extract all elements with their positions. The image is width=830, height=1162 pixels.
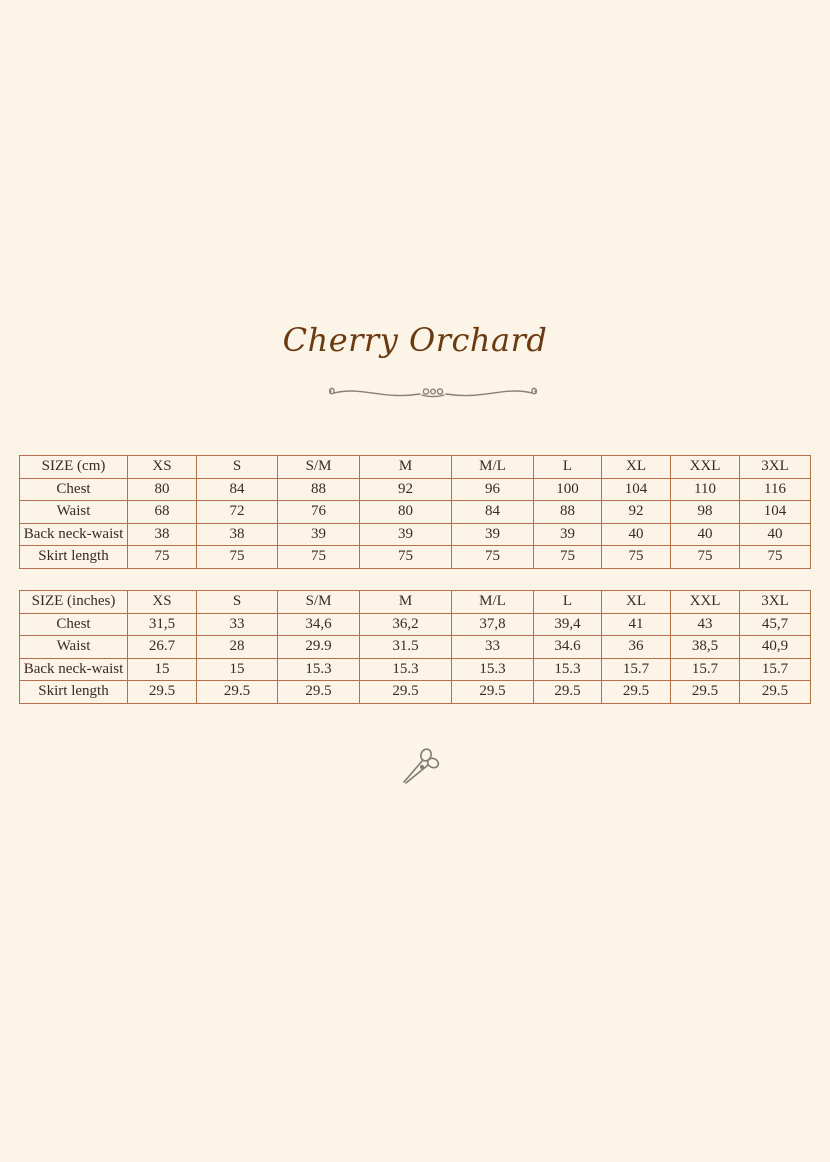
table-row: [20, 636, 811, 659]
table-cell: XS: [128, 456, 197, 479]
table-cell: 38: [197, 523, 278, 546]
table-row: [20, 613, 811, 636]
table-cell: 15.7: [602, 658, 671, 681]
table-cell: 29.9: [278, 636, 360, 659]
table-cell: 96: [452, 478, 534, 501]
table-cell: 100: [534, 478, 602, 501]
size-table-inches-body: [20, 591, 811, 704]
table-cell: S: [197, 456, 278, 479]
table-cell: 31,5: [128, 613, 197, 636]
table-cell: 88: [278, 478, 360, 501]
row-label-cell: Chest: [20, 478, 128, 501]
table-cell: 15.7: [671, 658, 740, 681]
scissors-icon: [400, 746, 442, 786]
table-cell: XXL: [671, 456, 740, 479]
size-table-inches: [19, 590, 811, 704]
table-cell: 40: [740, 523, 811, 546]
table-row: [20, 681, 811, 704]
row-label-cell: Chest: [20, 613, 128, 636]
table-cell: 28: [197, 636, 278, 659]
table-cell: 92: [602, 501, 671, 524]
table-row: [20, 523, 811, 546]
row-label-cell: Waist: [20, 501, 128, 524]
table-cell: 29.5: [671, 681, 740, 704]
table-row: [20, 478, 811, 501]
row-label-cell: Skirt length: [20, 546, 128, 569]
table-cell: 29.5: [602, 681, 671, 704]
row-label-cell: Skirt length: [20, 681, 128, 704]
table-row: [20, 546, 811, 569]
table-cell: 15.7: [740, 658, 811, 681]
table-cell: 15.3: [452, 658, 534, 681]
table-cell: 39,4: [534, 613, 602, 636]
table-cell: 29.5: [534, 681, 602, 704]
table-cell: 75: [360, 546, 452, 569]
table-cell: 80: [128, 478, 197, 501]
table-cell: 31.5: [360, 636, 452, 659]
table-cell: 84: [452, 501, 534, 524]
table-cell: 15.3: [360, 658, 452, 681]
table-cell: 37,8: [452, 613, 534, 636]
table-cell: 29.5: [360, 681, 452, 704]
table-cell: 43: [671, 613, 740, 636]
table-cell: 41: [602, 613, 671, 636]
table-cell: 75: [602, 546, 671, 569]
table-cell: 29.5: [452, 681, 534, 704]
table-cell: 40: [671, 523, 740, 546]
table-cell: 15: [128, 658, 197, 681]
table-cell: 84: [197, 478, 278, 501]
table-cell: 75: [740, 546, 811, 569]
row-label-cell: Back neck-waist: [20, 523, 128, 546]
table-cell: 15: [197, 658, 278, 681]
table-cell: 26.7: [128, 636, 197, 659]
table-cell: 29.5: [278, 681, 360, 704]
table-cell: M/L: [452, 591, 534, 614]
table-cell: 15.3: [278, 658, 360, 681]
table-cell: 80: [360, 501, 452, 524]
table-cell: 29.5: [128, 681, 197, 704]
table-cell: 75: [197, 546, 278, 569]
table-cell: 36,2: [360, 613, 452, 636]
table-cell: S: [197, 591, 278, 614]
table-header-row: [20, 456, 811, 479]
table-cell: 33: [197, 613, 278, 636]
table-cell: 34.6: [534, 636, 602, 659]
table-cell: 39: [278, 523, 360, 546]
table-cell: 38: [128, 523, 197, 546]
table-cell: 29.5: [197, 681, 278, 704]
table-header-row: [20, 591, 811, 614]
size-table-cm-body: [20, 456, 811, 569]
table-cell: 75: [534, 546, 602, 569]
table-cell: 116: [740, 478, 811, 501]
table-cell: 75: [128, 546, 197, 569]
table-cell: 34,6: [278, 613, 360, 636]
table-cell: 104: [602, 478, 671, 501]
table-cell: 88: [534, 501, 602, 524]
table-cell: 40,9: [740, 636, 811, 659]
table-cell: XXL: [671, 591, 740, 614]
table-cell: M/L: [452, 456, 534, 479]
row-label-cell: SIZE (inches): [20, 591, 128, 614]
size-table-cm: [19, 455, 811, 569]
table-cell: 72: [197, 501, 278, 524]
table-cell: 75: [278, 546, 360, 569]
table-cell: 98: [671, 501, 740, 524]
table-cell: XL: [602, 456, 671, 479]
table-cell: 33: [452, 636, 534, 659]
table-cell: 75: [671, 546, 740, 569]
table-cell: XL: [602, 591, 671, 614]
table-cell: 29.5: [740, 681, 811, 704]
table-cell: 36: [602, 636, 671, 659]
page-title: Cherry Orchard: [282, 321, 548, 359]
table-cell: 3XL: [740, 591, 811, 614]
table-cell: 3XL: [740, 456, 811, 479]
table-cell: XS: [128, 591, 197, 614]
table-cell: 39: [534, 523, 602, 546]
table-cell: 39: [452, 523, 534, 546]
table-cell: 38,5: [671, 636, 740, 659]
table-cell: 39: [360, 523, 452, 546]
table-cell: S/M: [278, 456, 360, 479]
table-cell: 110: [671, 478, 740, 501]
table-cell: 68: [128, 501, 197, 524]
table-cell: 104: [740, 501, 811, 524]
row-label-cell: Back neck-waist: [20, 658, 128, 681]
table-row: [20, 501, 811, 524]
row-label-cell: Waist: [20, 636, 128, 659]
table-cell: M: [360, 591, 452, 614]
table-cell: S/M: [278, 591, 360, 614]
flourish-divider-icon: [322, 380, 544, 406]
table-cell: 92: [360, 478, 452, 501]
table-cell: 45,7: [740, 613, 811, 636]
row-label-cell: SIZE (cm): [20, 456, 128, 479]
table-cell: 40: [602, 523, 671, 546]
table-cell: M: [360, 456, 452, 479]
table-cell: 75: [452, 546, 534, 569]
table-cell: L: [534, 591, 602, 614]
table-cell: 76: [278, 501, 360, 524]
table-cell: 15.3: [534, 658, 602, 681]
table-cell: L: [534, 456, 602, 479]
table-row: [20, 658, 811, 681]
